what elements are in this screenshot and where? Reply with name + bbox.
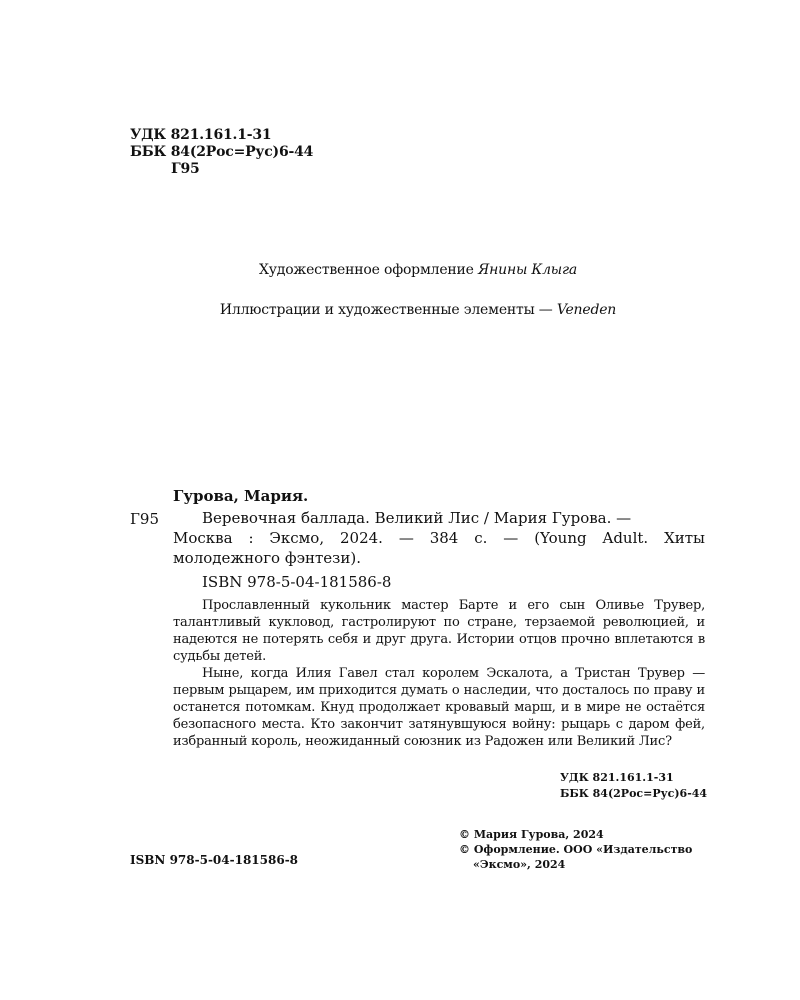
copyright-block <box>459 827 692 872</box>
author-sign: Г95 <box>171 161 200 177</box>
annotation <box>173 597 705 750</box>
copyright-design: © Оформление. ООО «Издательство <box>459 843 693 856</box>
design-credit-name: Янины Клыга <box>478 262 578 278</box>
annotation-paragraph-2: Ныне, когда Илия Гавел стал королем Эскалота, а Тристан Трувер — первым рыцарем, им приходится думать о наследии, что досталось по праву и останется потомкам. Кнуд продолжает кровавый марш, и в мире не остаётся безопасного места. Кто закончит затянувшуюся войну: рыцарь с даром фей, избранный король, неожиданный союзник из Радожен или Великий Лис? <box>173 666 705 749</box>
bbk-code-repeat: ББК 84(2Рос=Рус)6-44 <box>560 787 708 800</box>
design-credit-label: Художественное оформление <box>258 262 479 278</box>
copyright-author: © Мария Гурова, 2024 <box>459 828 604 841</box>
illustrations-credit-name: Veneden <box>556 302 617 318</box>
annotation-paragraph-1: Прославленный кукольник мастер Барте и его сын Оливье Трувер, талантливый кукловод, гастролируют по стране, терзаемой революцией, и надеются не потерять себя и друг друга. Истории отцов прочно вплетаются в судьбы детей. <box>173 598 705 664</box>
isbn-record: ISBN 978-5-04-181586-8 <box>202 573 392 591</box>
record-author-sign: Г95 <box>130 510 160 528</box>
classification-repeat <box>560 770 707 802</box>
illustrations-credit <box>0 302 800 318</box>
udk-code: УДК 821.161.1-31 <box>130 127 272 143</box>
bottom-isbn: ISBN 978-5-04-181586-8 <box>130 853 299 867</box>
illustrations-credit-label: Иллюстрации и художественные элементы — <box>219 302 557 318</box>
biblio-line-2: Москва : Эксмо, 2024. — 384 с. — (Young Adult. Хиты молодежного фэнтези). <box>173 529 705 567</box>
design-credit <box>0 262 800 278</box>
bibliographic-description <box>173 508 705 568</box>
author-heading: Гурова, Мария. <box>173 487 309 505</box>
bbk-code: ББК 84(2Рос=Рус)6-44 <box>130 144 314 160</box>
biblio-line-1: Веревочная баллада. Великий Лис / Мария Гурова. — <box>202 509 632 527</box>
classification-block <box>130 127 313 178</box>
copyright-publisher: «Эксмо», 2024 <box>473 858 566 871</box>
udk-code-repeat: УДК 821.161.1-31 <box>560 771 674 784</box>
